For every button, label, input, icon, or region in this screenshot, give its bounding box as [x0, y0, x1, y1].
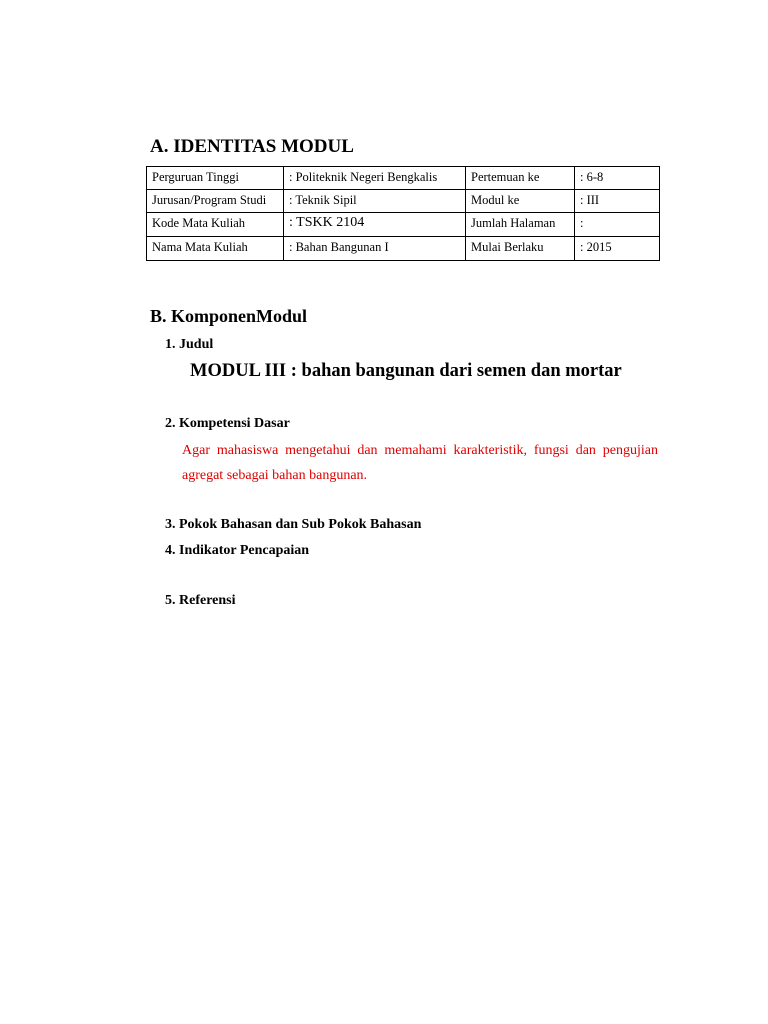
table-cell: Modul ke [466, 190, 575, 213]
identity-table [146, 166, 660, 261]
table-cell: : Teknik Sipil [284, 190, 466, 213]
table-cell: Jumlah Halaman [466, 213, 575, 237]
table-row [147, 190, 660, 213]
table-cell: Perguruan Tinggi [147, 167, 284, 190]
table-cell: : Politeknik Negeri Bengkalis [284, 167, 466, 190]
table-row [147, 167, 660, 190]
table-cell: : 6-8 [575, 167, 660, 190]
indikator-label: 4. Indikator Pencapaian [165, 543, 310, 558]
table-cell: Mulai Berlaku [466, 237, 575, 261]
kompetensi-label: 2. Kompetensi Dasar [165, 416, 290, 431]
referensi-label: 5. Referensi [165, 593, 236, 608]
pokok-bahasan-label: 3. Pokok Bahasan dan Sub Pokok Bahasan [165, 517, 422, 532]
table-cell: Jurusan/Program Studi [147, 190, 284, 213]
table-cell: : TSKK 2104 [284, 213, 466, 237]
table-row [147, 213, 660, 237]
table-cell: Nama Mata Kuliah [147, 237, 284, 261]
table-cell: Kode Mata Kuliah [147, 213, 284, 237]
section-a-heading: A. IDENTITAS MODUL [150, 136, 354, 157]
judul-label: 1. Judul [165, 337, 214, 352]
table-cell: : [575, 213, 660, 237]
section-b-heading: B. KomponenModul [150, 306, 308, 326]
table-cell: : III [575, 190, 660, 213]
module-title: MODUL III : bahan bangunan dari semen dan mortar [190, 361, 622, 381]
table-cell: : 2015 [575, 237, 660, 261]
table-row [147, 237, 660, 261]
table-cell: Pertemuan ke [466, 167, 575, 190]
kompetensi-text: Agar mahasiswa mengetahui dan memahami karakteristik, fungsi dan pengujian agregat sebagai bahan bangunan. [182, 443, 658, 483]
table-cell: : Bahan Bangunan I [284, 237, 466, 261]
